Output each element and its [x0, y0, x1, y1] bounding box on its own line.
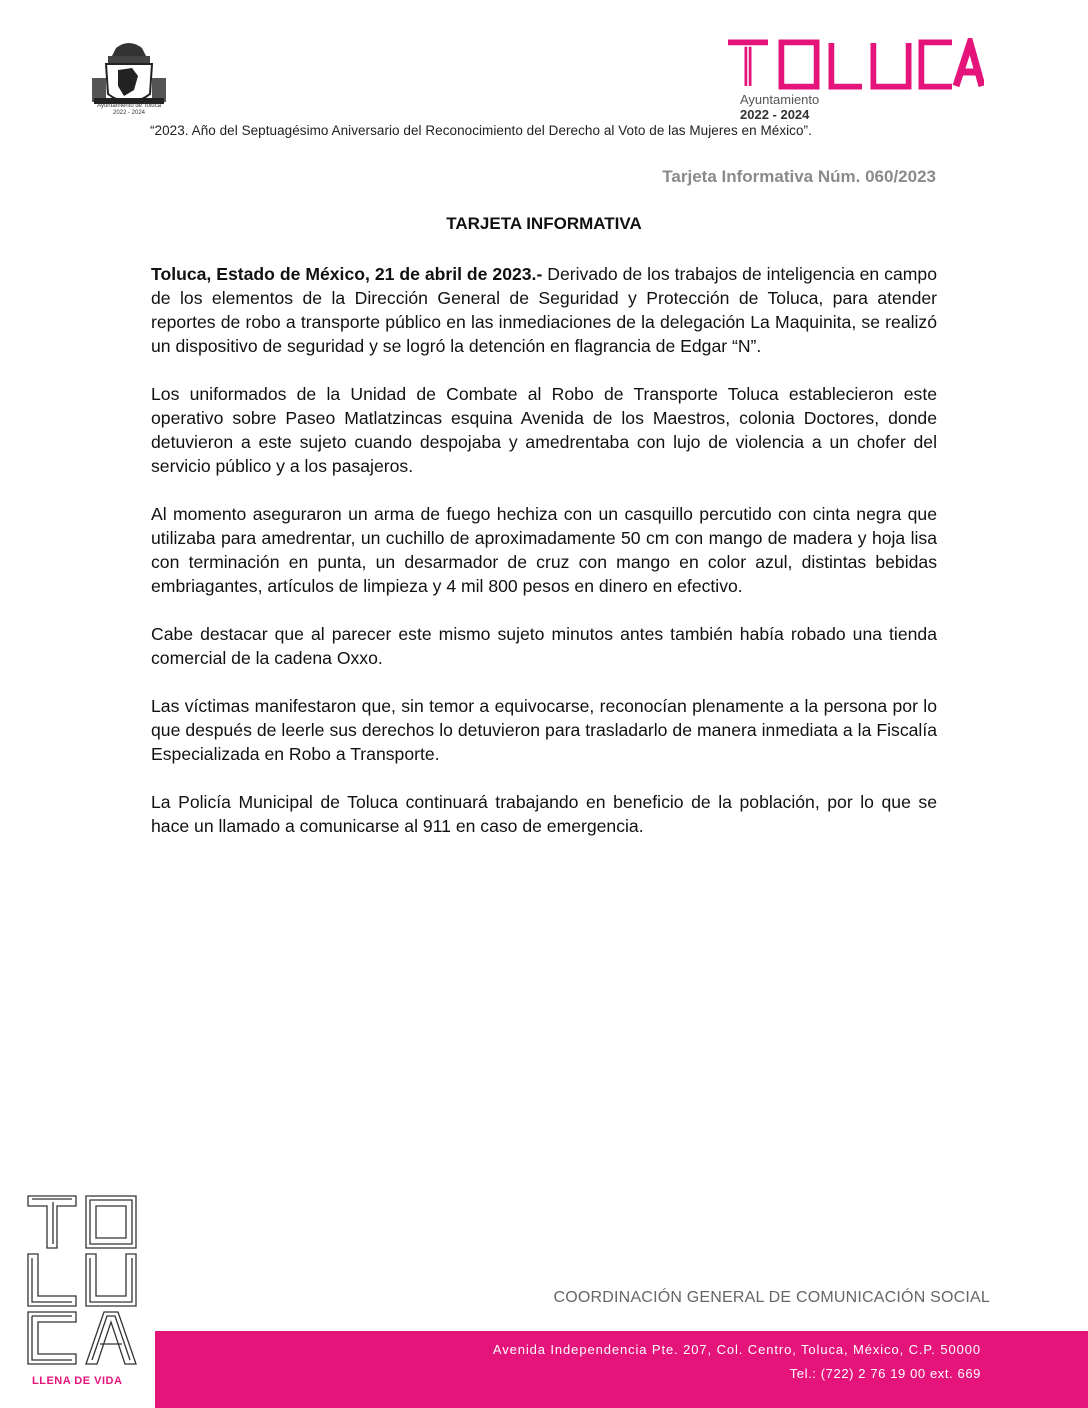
- lead-text: Derivado de los trabajos de inteligencia en campo de los elementos de la Dirección General de Seguridad y Protección de Toluca, para atender reportes de robo a transporte público en las inmediaciones de la delegación La Maquinita, se realizó un dispositivo de seguridad y se logró la detención en flagrancia de Edgar “N”.: [151, 264, 937, 356]
- crest-caption-line1: Ayuntamiento de Toluca: [97, 103, 161, 109]
- crest-caption: [84, 103, 174, 117]
- coordination-name: COORDINACIÓN GENERAL DE COMUNICACIÓN SOCIAL: [553, 1289, 990, 1306]
- tagline: LLENA DE VIDA: [32, 1375, 123, 1387]
- document-body: [151, 262, 937, 862]
- dateline: Toluca, Estado de México, 21 de abril de 2023.-: [151, 264, 543, 284]
- toluca-stacked-logo: [24, 1192, 142, 1370]
- toluca-brand-logo: [724, 38, 984, 90]
- lead-paragraph: [151, 262, 937, 358]
- paragraph: Cabe destacar que al parecer este mismo sujeto minutos antes también había robado una tienda comercial de la cadena Oxxo.: [151, 624, 937, 668]
- paragraph: La Policía Municipal de Toluca continuará trabajando en beneficio de la población, por lo que se hace un llamado a comunicarse al 911 en caso de emergencia.: [151, 792, 937, 836]
- paragraph: Las víctimas manifestaron que, sin temor a equivocarse, reconocían plenamente a la persona por lo que después de leerle sus derechos lo detuvieron para trasladarlo de manera inmediata a la Fiscalía Especializada en Robo a Transporte.: [151, 696, 937, 764]
- paragraph: Al momento aseguraron un arma de fuego hechiza con un casquillo percutido con cinta negra que utilizaba para amedrentar, un cuchillo de aproximadamente 50 cm con mango de madera y hoja lisa con terminación en punta, un desarmador de cruz con mango en color azul, distintas bebidas embriagantes, artículos de limpieza y 4 mil 800 pesos en dinero en efectivo.: [151, 504, 937, 596]
- paragraph: Los uniformados de la Unidad de Combate al Robo de Transporte Toluca establecieron este operativo sobre Paseo Matlatzincas esquina Avenida de los Maestros, colonia Doctores, donde detuvieron a este sujeto cuando despojaba y amedrentaba con lujo de violencia a un chofer del servicio público y a los pasajeros.: [151, 384, 937, 476]
- year-motto: “2023. Año del Septuagésimo Aniversario del Reconocimiento del Derecho al Voto de las Mujeres en México”.: [150, 123, 812, 138]
- term-years: 2022 - 2024: [740, 107, 810, 122]
- footer-phone: Tel.: (722) 2 76 19 00 ext. 669: [789, 1366, 981, 1381]
- ayuntamiento-label: Ayuntamiento: [740, 92, 820, 107]
- footer-address: Avenida Independencia Pte. 207, Col. Centro, Toluca, México, C.P. 50000: [492, 1342, 981, 1357]
- card-number: Tarjeta Informativa Núm. 060/2023: [662, 167, 936, 186]
- document-title: TARJETA INFORMATIVA: [446, 214, 642, 233]
- crest-caption-line2: 2022 - 2024: [112, 110, 146, 116]
